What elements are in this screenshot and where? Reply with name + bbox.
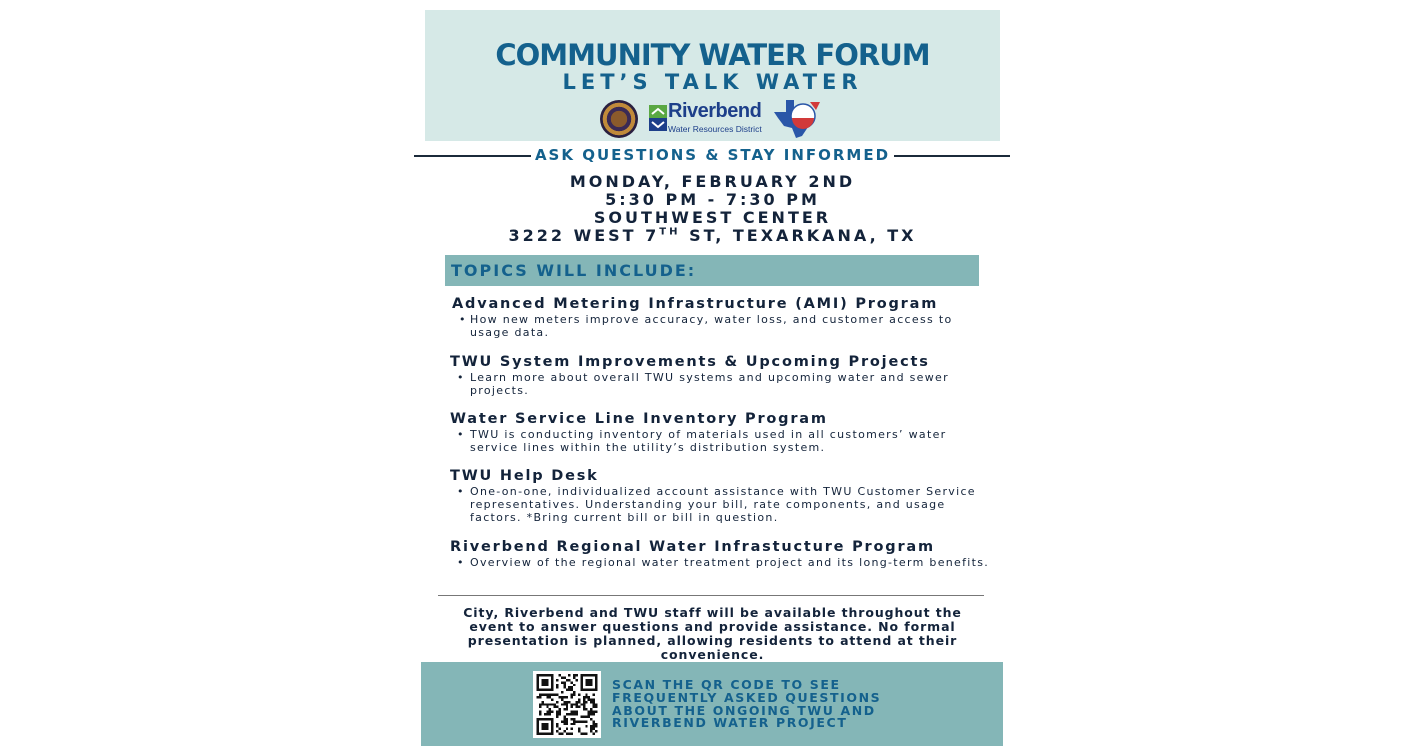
bullet-icon: •: [457, 485, 465, 498]
topic-description-text: Learn more about overall TWU systems and upcoming water and sewer projects.: [470, 371, 949, 397]
qr-line: SCAN THE QR CODE TO SEE: [612, 677, 841, 692]
divider: [438, 595, 984, 596]
qr-code[interactable]: [533, 671, 601, 738]
topic-item: [450, 539, 990, 569]
topic-title: Water Service Line Inventory Program: [450, 411, 828, 427]
texas-water-logo: [772, 98, 824, 140]
topic-description-text: How new meters improve accuracy, water loss, and customer access to usage data.: [470, 313, 953, 339]
topic-item: [450, 468, 990, 524]
event-address: [425, 226, 1000, 245]
bullet-icon: •: [457, 556, 465, 569]
topic-description-text: One-on-one, individualized account assistance with TWU Customer Service representatives. Understanding your bill, rate components, and usage factors. *Bring current bill or bill in question.: [470, 485, 976, 524]
closing-note: City, Riverbend and TWU staff will be available throughout the event to answer questions and provide assistance. No formal presentation is planned, allowing residents to attend at their convenience.: [463, 605, 962, 662]
topic-description: [450, 485, 990, 524]
topic-title: TWU Help Desk: [450, 468, 599, 484]
qr-line: FREQUENTLY ASKED QUESTIONS: [612, 689, 882, 705]
tagline-rule-left: [414, 155, 531, 157]
topic-description-text: Overview of the regional water treatment project and its long-term benefits.: [470, 556, 990, 569]
address-prefix: 3222 WEST 7: [508, 226, 660, 245]
topic-item: [450, 411, 990, 454]
tagline: ASK QUESTIONS & STAY INFORMED: [534, 146, 891, 164]
event-date: MONDAY, FEBRUARY 2ND: [569, 172, 856, 191]
qr-line: ABOUT THE ONGOING TWU AND: [612, 702, 876, 718]
topic-description: [452, 313, 990, 339]
address-ordinal: TH: [659, 226, 681, 238]
topic-item: [450, 354, 990, 397]
topic-description: [450, 556, 990, 569]
city-seal-logo: [600, 100, 638, 138]
page-title: COMMUNITY WATER FORUM: [495, 38, 930, 72]
qr-line: RIVERBEND WATER PROJECT: [612, 715, 848, 731]
qr-banner: [421, 662, 1003, 746]
topics-banner: [445, 255, 979, 286]
qr-code-icon: [536, 674, 598, 735]
riverbend-logo-subtitle: Water Resources District: [668, 124, 762, 134]
header-banner: [425, 10, 1000, 141]
topics-heading: TOPICS WILL INCLUDE:: [451, 261, 697, 280]
topic-title: TWU System Improvements & Upcoming Projects: [450, 354, 930, 370]
page-subtitle: LET’S TALK WATER: [562, 70, 863, 94]
topic-description: [450, 371, 990, 397]
event-time: 5:30 PM - 7:30 PM: [605, 190, 820, 209]
bullet-icon: •: [457, 371, 465, 384]
topic-title: Riverbend Regional Water Infrastucture Program: [450, 539, 935, 555]
topic-title: Advanced Metering Infrastructure (AMI) Program: [452, 296, 939, 312]
topic-description-text: TWU is conducting inventory of materials used in all customers’ water service lines within the utility’s distribution system.: [470, 428, 947, 454]
address-suffix: ST, TEXARKANA, TX: [680, 226, 917, 245]
event-venue: SOUTHWEST CENTER: [593, 208, 832, 227]
topic-description: [450, 428, 990, 454]
tagline-rule-right: [894, 155, 1010, 157]
logo-row: [425, 98, 1000, 140]
bullet-icon: •: [457, 428, 465, 441]
bullet-icon: •: [459, 313, 467, 326]
qr-instructions: [612, 679, 881, 730]
riverbend-logo-name: Riverbend: [668, 100, 762, 122]
riverbend-mark-icon: [649, 105, 667, 131]
topic-item: [452, 296, 992, 339]
